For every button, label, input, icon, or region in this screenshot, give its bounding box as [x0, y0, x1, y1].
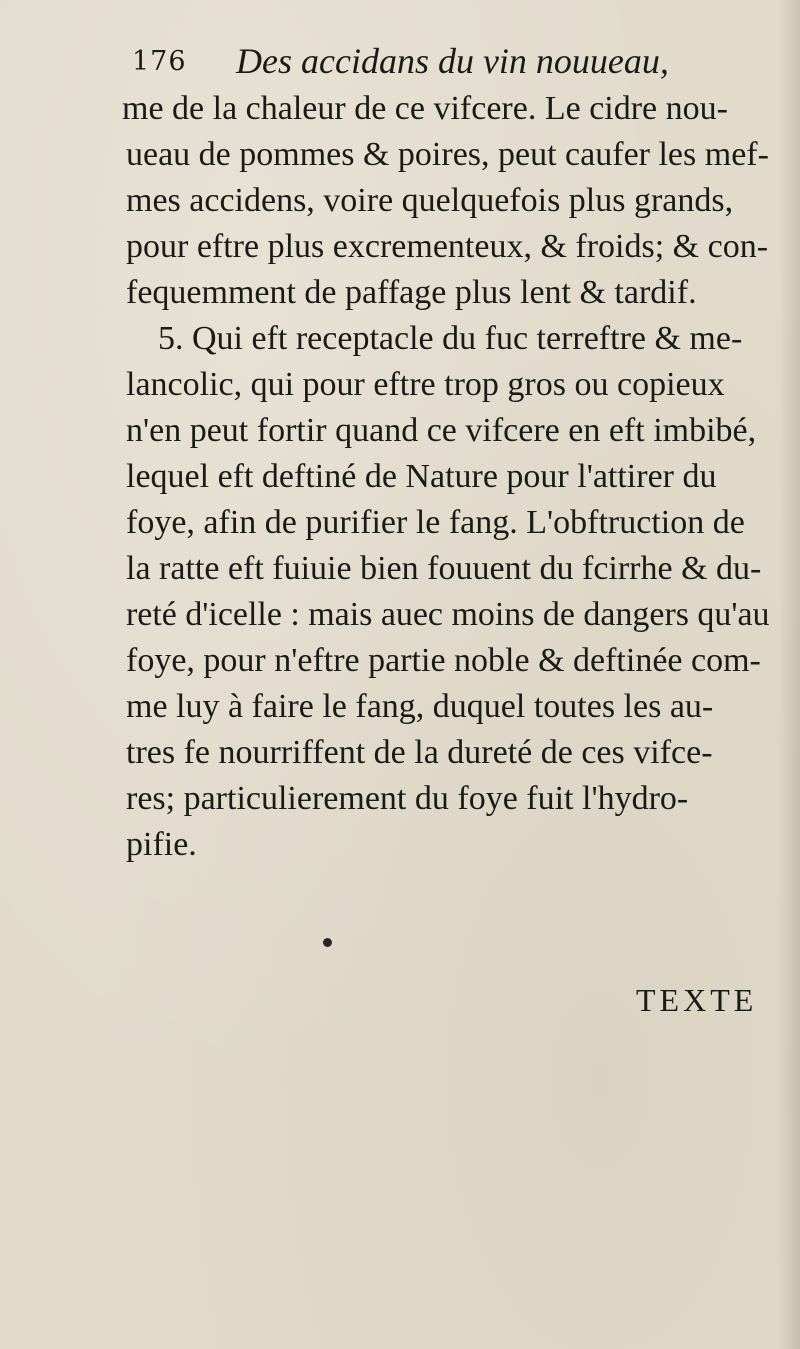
- catchword: TEXTE: [636, 982, 758, 1018]
- page-number: 176: [132, 46, 187, 77]
- text-line: foye, pour n'eftre partie noble & deftinée com-: [126, 642, 761, 679]
- text-line: tres fe nourriffent de la dureté de ces vifce-: [126, 734, 713, 771]
- text-line: ueau de pommes & poires, peut caufer les mef-: [126, 136, 769, 173]
- text-line: me luy à faire le fang, duquel toutes les au-: [126, 688, 714, 725]
- text-line: me de la chaleur de ce vifcere. Le cidre nou-: [122, 90, 728, 127]
- text-line: res; particulierement du foye fuit l'hydro-: [126, 780, 689, 817]
- text-line: la ratte eft fuiuie bien fouuent du fcirrhe & du-: [126, 550, 762, 587]
- text-line: mes accidens, voire quelquefois plus grands,: [126, 182, 734, 219]
- text-line: pour eftre plus excrementeux, & froids; & con-: [126, 228, 769, 265]
- text-line: lancolic, qui pour eftre trop gros ou copieux: [126, 366, 725, 403]
- text-line: foye, afin de purifier le fang. L'obftruction de: [126, 504, 745, 541]
- text-line: 5. Qui eft receptacle du fuc terreftre & me-: [158, 320, 743, 357]
- ink-speck: [323, 938, 332, 947]
- text-line: n'en peut fortir quand ce vifcere en eft imbibé,: [126, 412, 757, 449]
- running-title: Des accidans du vin nouueau,: [236, 41, 669, 81]
- text-line: reté d'icelle : mais auec moins de dangers qu'au: [126, 596, 770, 633]
- page-edge-shadow: [778, 0, 800, 1349]
- text-line: pifie.: [126, 826, 197, 863]
- text-line: lequel eft deftiné de Nature pour l'attirer du: [126, 458, 717, 495]
- text-line: fequemment de paffage plus lent & tardif.: [126, 274, 697, 311]
